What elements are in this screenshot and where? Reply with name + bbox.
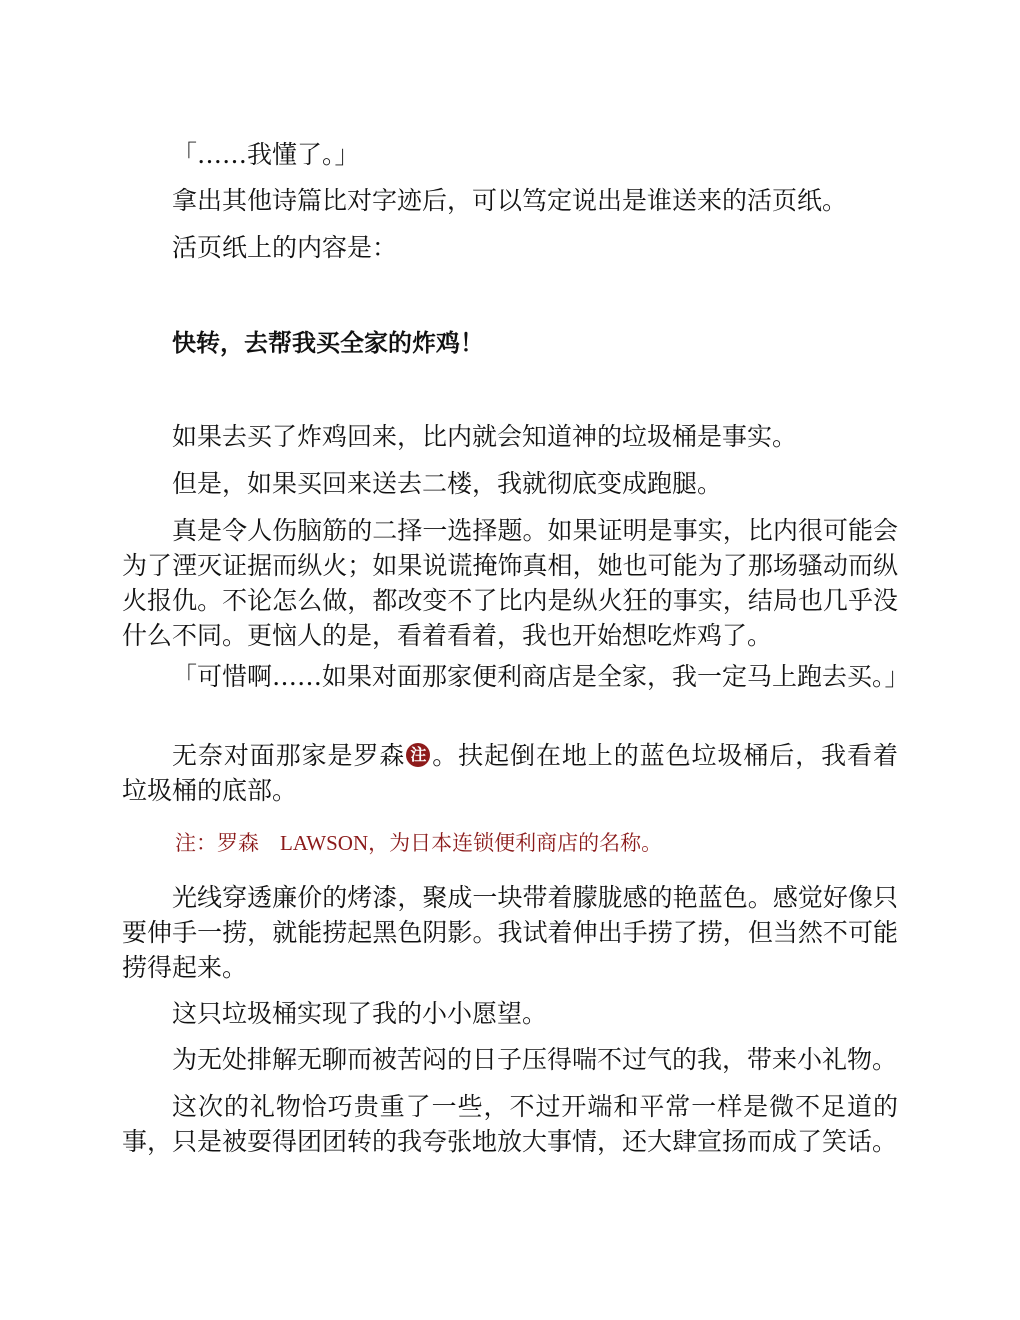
paragraph-10: 这只垃圾桶实现了我的小小愿望。 [172, 999, 548, 1028]
paragraph-1: 「……我懂了。」 [172, 140, 360, 169]
note-heading: 快转，去帮我买全家的炸鸡！ [172, 329, 484, 357]
paragraph-4: 如果去买了炸鸡回来，比内就会知道神的垃圾桶是事实。 [172, 422, 798, 451]
paragraph-12: 这次的礼物恰巧贵重了一些，不过开端和平常一样是微不足道的事，只是被耍得团团转的我夸张地放大事情，还大肆宣扬而成了笑话。 [122, 1092, 898, 1156]
paragraph-5: 但是，如果买回来送去二楼，我就彻底变成跑腿。 [172, 469, 723, 498]
paragraph-11: 为无处排解无聊而被苦闷的日子压得喘不过气的我，带来小礼物。 [172, 1045, 898, 1074]
footnote: 注：罗森 LAWSON，为日本连锁便利商店的名称。 [175, 831, 663, 855]
paragraph-3: 活页纸上的内容是： [172, 233, 398, 262]
paragraph-2: 拿出其他诗篇比对字迹后，可以笃定说出是谁送来的活页纸。 [172, 186, 848, 215]
paragraph-9: 光线穿透廉价的烤漆，聚成一块带着朦胧感的艳蓝色。感觉好像只要伸手一捞，就能捞起黑色阴影。我试着伸出手捞了捞，但当然不可能捞得起来。 [122, 883, 898, 982]
paragraph-7: 「可惜啊……如果对面那家便利商店是全家，我一定马上跑去买。」 [172, 662, 910, 691]
paragraph-8-text-before: 无奈对面那家是罗森 [172, 741, 406, 770]
paragraph-6: 真是令人伤脑筋的二择一选择题。如果证明是事实，比内很可能会为了湮灭证据而纵火；如果说谎掩饰真相，她也可能为了那场骚动而纵火报仇。不论怎么做，都改变不了比内是纵火狂的事实，结局也几乎没什么不同。更恼人的是，看着看着，我也开始想吃炸鸡了。 [122, 516, 898, 650]
paragraph-8 [122, 738, 898, 808]
paragraph-8-text-after: 。扶起倒在地上的蓝色垃圾桶后，我看着垃圾桶的底部。 [122, 741, 898, 805]
footnote-marker-icon[interactable]: 注 [406, 743, 430, 767]
